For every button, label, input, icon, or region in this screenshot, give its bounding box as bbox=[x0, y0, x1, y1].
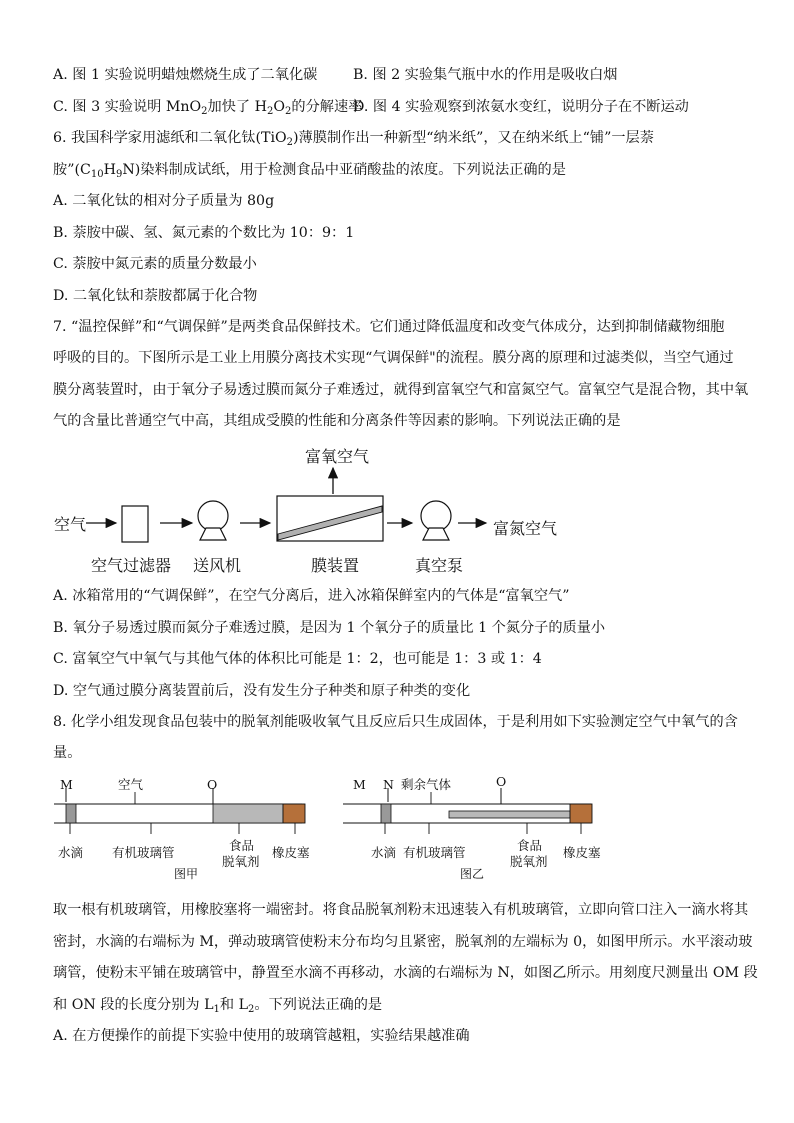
fig-yi-label-water: 水滴 bbox=[371, 845, 397, 860]
q7-stem-line1: 7. “温控保鲜”和“气调保鲜”是两类食品保鲜技术。它们通过降低温度和改变气体成分，达到抑制储藏物细胞 bbox=[53, 319, 725, 335]
q8-stem-line2: 量。 bbox=[53, 745, 82, 761]
fig-jia-label-air: 空气 bbox=[118, 777, 144, 792]
q6-option-a: A. 二氧化钛的相对分子质量为 80g bbox=[53, 193, 275, 209]
q6-stem-line1: 6. 我国科学家用滤纸和二氧化钛(TiO$_2$)薄膜制作出一种新型“纳米纸”，又在纳米纸上“铺”一层萘 bbox=[53, 130, 654, 148]
water-drop bbox=[66, 804, 76, 823]
label-blower: 送风机 bbox=[193, 556, 242, 575]
label-nitrogen-rich-air: 富氮空气 bbox=[493, 519, 558, 538]
fig-yi-label-o: O bbox=[496, 774, 507, 789]
label-air-filter: 空气过滤器 bbox=[91, 556, 172, 575]
q5-option-d: D. 图 4 实验观察到浓氨水变红，说明分子在不断运动 bbox=[353, 99, 689, 115]
q6-stem-line2: 胺$”(C_{10}H_9N)$染料制成试纸，用于检测食品中亚硝酸盐的浓度。下列说法正确的是 bbox=[53, 162, 566, 180]
fig-yi-label-n: N bbox=[383, 777, 394, 792]
q8-stem-line1: 8. 化学小组发现食品包装中的脱氧剂能吸收氧气且反应后只生成固体，于是利用如下实验测定空气中氧气的含 bbox=[53, 714, 738, 730]
figure-jia-tube bbox=[52, 774, 322, 834]
fig-jia-label-water: 水滴 bbox=[58, 845, 84, 860]
fig-jia-label-o: O bbox=[207, 777, 218, 792]
fig-yi-label-gas: 剩余气体 bbox=[401, 777, 452, 792]
q5-option-b: B. 图 2 实验集气瓶中水的作用是吸收白烟 bbox=[353, 67, 618, 83]
air-filter-box bbox=[122, 506, 148, 542]
deoxidizer-powder-spread bbox=[449, 811, 570, 818]
q7-option-d: D. 空气通过膜分离装置前后，没有发生分子种类和原子种类的变化 bbox=[53, 683, 471, 699]
label-oxygen-rich-air: 富氧空气 bbox=[305, 447, 370, 466]
label-vacuum-pump: 真空泵 bbox=[415, 556, 464, 575]
fig-yi-caption: 图乙 bbox=[460, 867, 485, 881]
fig-yi-label-tube: 有机玻璃管 bbox=[403, 845, 466, 860]
q8-para-line4: 和 ON 段的长度分别为 $L_1$和 $L_2$。下列说法正确的是 bbox=[53, 997, 383, 1015]
fig-yi-label-stopper: 橡皮塞 bbox=[563, 845, 601, 860]
blower-icon bbox=[198, 501, 228, 540]
fig-jia-label-tube: 有机玻璃管 bbox=[112, 845, 175, 860]
fig-jia-label-agent-1: 食品 bbox=[229, 838, 255, 853]
vacuum-pump-icon bbox=[421, 501, 451, 540]
q7-stem-line3: 膜分离装置时，由于氧分子易透过膜而氮分子难透过，就得到富氧空气和富氮空气。富氧空气是混合物，其中氧 bbox=[53, 382, 749, 398]
fig-jia-label-stopper: 橡皮塞 bbox=[272, 845, 310, 860]
q7-option-b: B. 氧分子易透过膜而氮分子难透过膜，是因为 1 个氧分子的质量比 1 个氮分子的质量小 bbox=[53, 620, 606, 636]
water-drop bbox=[381, 804, 391, 823]
q7-option-c: C. 富氧空气中氧气与其他气体的体积比可能是 1：2，也可能是 1：3 或 1：4 bbox=[53, 651, 542, 667]
fig-yi-label-agent-2: 脱氧剂 bbox=[510, 854, 548, 869]
label-air-input: 空气 bbox=[54, 515, 87, 534]
membrane-device-box bbox=[277, 496, 383, 541]
deoxidizer-powder bbox=[213, 804, 283, 823]
figure-yi-tube bbox=[341, 774, 601, 834]
q6-option-c: C. 萘胺中氮元素的质量分数最小 bbox=[53, 256, 257, 272]
q5-option-a: A. 图 1 实验说明蜡烛燃烧生成了二氧化碳 bbox=[53, 67, 318, 83]
q6-option-d: D. 二氧化钛和萘胺都属于化合物 bbox=[53, 288, 258, 304]
fig-yi-label-m: M bbox=[353, 777, 366, 792]
q7-stem-line2: 呼吸的目的。下图所示是工业上用膜分离技术实现“气调保鲜"的流程。膜分离的原理和过滤类似，当空气通过 bbox=[53, 350, 734, 366]
q8-para-line2: 密封，水滴的右端标为 M，弹动玻璃管使粉末分布均匀且紧密，脱氧剂的左端标为 0，如图甲所示。水平滚动玻 bbox=[53, 934, 753, 950]
q6-option-b: B. 萘胺中碳、氢、氮元素的个数比为 10：9：1 bbox=[53, 225, 355, 241]
q5-option-c: C. 图 3 实验说明 MnO$_2$加快了 $H_2O_2$的分解速率 bbox=[53, 99, 363, 117]
q7-option-a: A. 冰箱常用的“气调保鲜”，在空气分离后，进入冰箱保鲜室内的气体是“富氧空气” bbox=[53, 588, 570, 604]
fig-yi-label-agent-1: 食品 bbox=[517, 838, 543, 853]
q7-stem-line4: 气的含量比普通空气中高，其组成受膜的性能和分离条件等因素的影响。下列说法正确的是 bbox=[53, 413, 621, 429]
rubber-stopper bbox=[570, 804, 592, 823]
fig-jia-caption: 图甲 bbox=[174, 867, 199, 881]
q8-option-a: A. 在方便操作的前提下实验中使用的玻璃管越粗，实验结果越准确 bbox=[53, 1028, 470, 1044]
q8-para-line3: 璃管，使粉末平铺在玻璃管中，静置至水滴不再移动，水滴的右端标为 N，如图乙所示。用刻度尺测量出 OM 段 bbox=[53, 965, 758, 981]
q8-para-line1: 取一根有机玻璃管，用橡胶塞将一端密封。将食品脱氧剂粉末迅速装入有机玻璃管，立即向管口注入一滴水将其 bbox=[53, 902, 749, 918]
rubber-stopper bbox=[283, 804, 305, 823]
fig-jia-label-m: M bbox=[60, 777, 73, 792]
label-membrane-device: 膜装置 bbox=[311, 556, 360, 575]
fig-jia-label-agent-2: 脱氧剂 bbox=[222, 854, 260, 869]
